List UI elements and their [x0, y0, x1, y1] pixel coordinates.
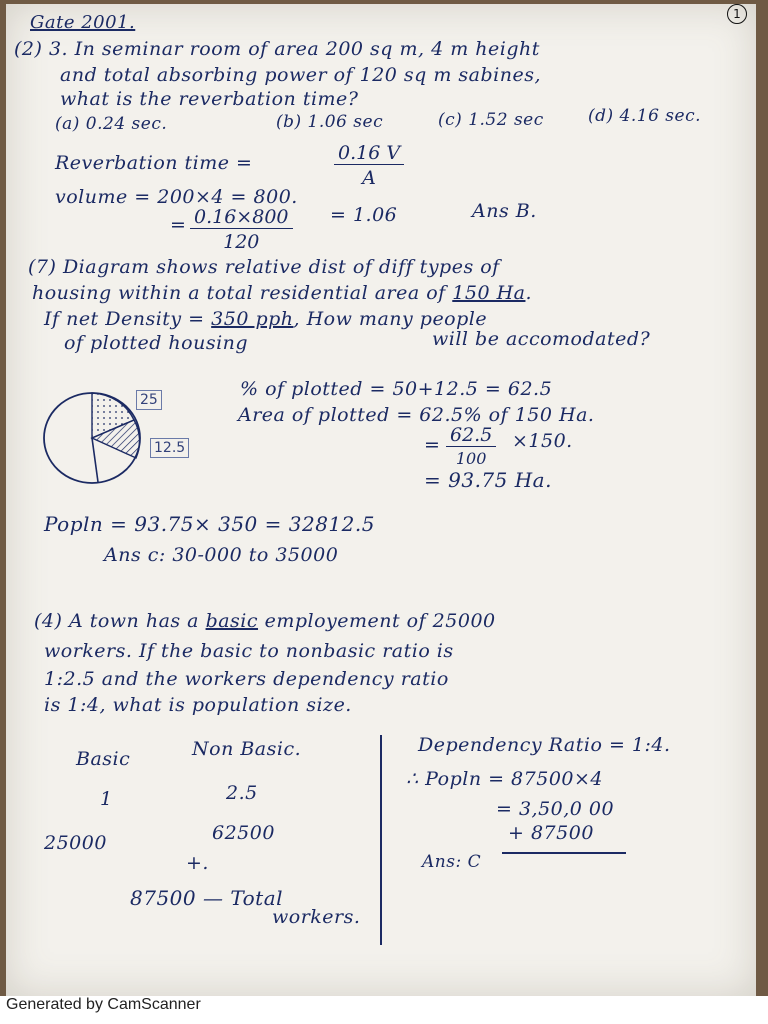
q7-line-3-text: If net Density = [44, 308, 205, 330]
q7-area-plotted: Area of plotted = 62.5% of 150 Ha. [238, 404, 595, 426]
q4-plus-87500: + 87500 [508, 822, 594, 844]
q3-option-d: (d) 4.16 sec. [588, 106, 702, 126]
q4-value-nonbasic: 62500 [212, 822, 275, 844]
q3-calc-numerator: 0.16×800 [190, 206, 293, 229]
q3-formula-fraction [334, 142, 404, 189]
q7-line-1: (7) Diagram shows relative dist of diff types of [28, 256, 500, 278]
q7-fraction-tail: ×150. [512, 430, 573, 452]
q7-frac-equals: = [424, 434, 441, 456]
q7-fraction [446, 424, 496, 468]
pie-label-12-5: 12.5 [150, 438, 189, 458]
q4-line-2: workers. If the basic to nonbasic ratio is [44, 640, 454, 662]
q3-option-b: (b) 1.06 sec [276, 112, 384, 132]
q7-line-2-end: . [525, 282, 533, 304]
q3-formula-denominator: A [362, 167, 376, 189]
q7-line-2-text: housing within a total residential area of [32, 282, 446, 304]
q4-total-workers-label: workers. [272, 906, 361, 928]
q4-line-3: 1:2.5 and the workers dependency ratio [44, 668, 449, 690]
q4-basic-word: basic [205, 610, 259, 632]
q7-fraction-numerator: 62.5 [446, 424, 496, 447]
q3-option-a: (a) 0.24 sec. [55, 114, 168, 134]
q7-density-value: 350 pph [211, 308, 294, 330]
q4-plus-sign: +. [186, 852, 209, 874]
column-divider [380, 735, 382, 945]
q4-col-nonbasic: Non Basic. [192, 738, 302, 760]
q3-calc-fraction [190, 206, 293, 253]
pie-divider [92, 438, 98, 482]
q4-value-basic: 25000 [44, 832, 107, 854]
q3-calc-equals: = [170, 214, 187, 236]
q7-line-4b: will be accomodated? [432, 328, 651, 350]
q7-line-3-end: , How many people [293, 308, 488, 330]
q4-answer: Ans: C [422, 852, 482, 872]
q4-ratio-nonbasic: 2.5 [226, 782, 258, 804]
q3-line-1: (2) 3. In seminar room of area 200 sq m, 4 m height [14, 38, 540, 60]
q4-ratio-basic: 1 [100, 788, 113, 810]
q7-population: Popln = 93.75× 350 = 32812.5 [44, 512, 375, 536]
footer-text: Generated by CamScanner [6, 996, 201, 1013]
q4-dependency-ratio: Dependency Ratio = 1:4. [418, 734, 671, 756]
pie-label-25: 25 [136, 390, 162, 410]
q4-line-1 [34, 610, 496, 632]
q7-line-3 [44, 308, 487, 330]
footer-bar [0, 996, 768, 1024]
q3-volume-line: volume = 200×4 = 800. [55, 186, 298, 208]
q4-line-1-end: employement of 25000 [264, 610, 496, 632]
q7-line-4a: of plotted housing [64, 332, 249, 354]
q3-answer: Ans B. [472, 200, 537, 222]
q7-area-result: = 93.75 Ha. [424, 468, 552, 492]
page-number: 1 [727, 4, 747, 24]
q7-answer: Ans c: 30-000 to 35000 [104, 544, 339, 566]
q3-option-c: (c) 1.52 sec [438, 110, 544, 130]
exam-header: Gate 2001. [30, 12, 136, 33]
q3-calc-result: = 1.06 [330, 204, 398, 226]
q4-line-1-text: (4) A town has a [34, 610, 200, 632]
q3-line-2: and total absorbing power of 120 sq m sabines, [60, 64, 542, 86]
q3-calc-denominator: 120 [223, 231, 260, 253]
q7-fraction-denominator: 100 [455, 449, 487, 468]
q4-line-4: is 1:4, what is population size. [44, 694, 352, 716]
q7-area-value: 150 Ha [452, 282, 526, 304]
q4-sum-underline [502, 852, 626, 854]
q3-formula-numerator: 0.16 V [334, 142, 404, 165]
q3-formula-label: Reverbation time = [55, 152, 253, 174]
q7-line-2 [32, 282, 532, 304]
q4-population-result: = 3,50,0 00 [496, 798, 615, 820]
q3-line-3: what is the reverbation time? [60, 88, 359, 110]
q4-col-basic: Basic [76, 748, 131, 770]
q4-population-formula: ∴ Popln = 87500×4 [406, 768, 604, 790]
q4-total-workers: 87500 — Total [130, 886, 284, 910]
q7-percent-plotted: % of plotted = 50+12.5 = 62.5 [240, 378, 553, 400]
